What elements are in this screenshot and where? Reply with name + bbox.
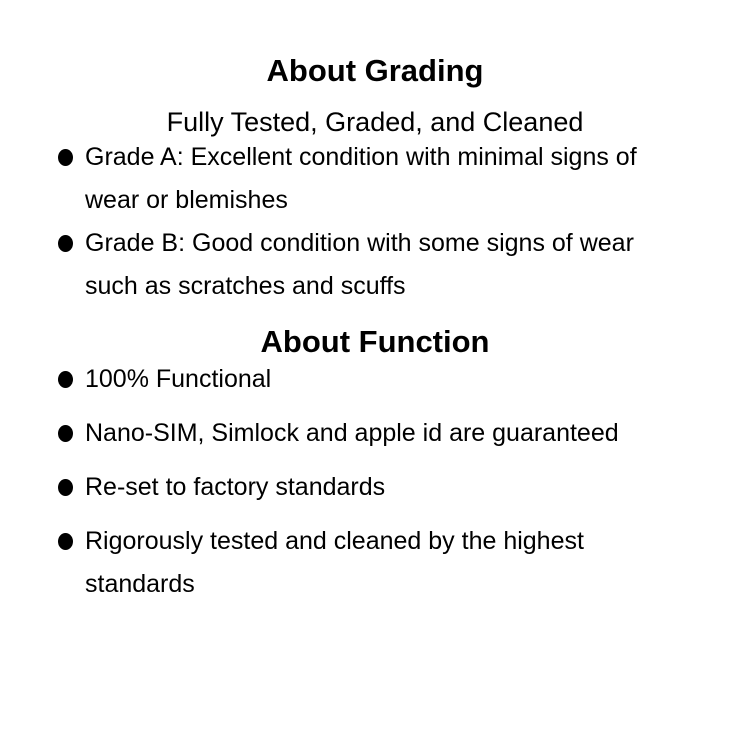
function-item-sim: Nano-SIM, Simlock and apple id are guaranteed [85,419,619,447]
list-item [58,222,720,308]
list-item [58,136,720,222]
grading-list [0,136,750,308]
grading-item-grade-b: Grade B: Good condition with some signs of wear such as scratches and scuffs [85,229,634,300]
list-item [58,466,720,509]
bullet-circle-icon [58,425,73,442]
bullet-circle-icon [58,149,73,166]
bullet-circle-icon [58,371,73,388]
about-function-heading: About Function [260,324,490,359]
bullet-circle-icon [58,533,73,550]
function-item-functional: 100% Functional [85,365,272,393]
bullet-circle-icon [58,235,73,252]
list-item [58,358,720,401]
bullet-circle-icon [58,479,73,496]
list-item [58,412,720,455]
grading-item-grade-a: Grade A: Excellent condition with minimal signs of wear or blemishes [85,143,637,214]
function-list [0,358,750,606]
grading-subtitle: Fully Tested, Graded, and Cleaned [166,107,584,137]
function-item-reset: Re-set to factory standards [85,473,386,501]
list-item [58,520,720,606]
function-item-tested: Rigorously tested and cleaned by the highest standards [85,527,584,598]
about-grading-heading: About Grading [266,53,484,88]
